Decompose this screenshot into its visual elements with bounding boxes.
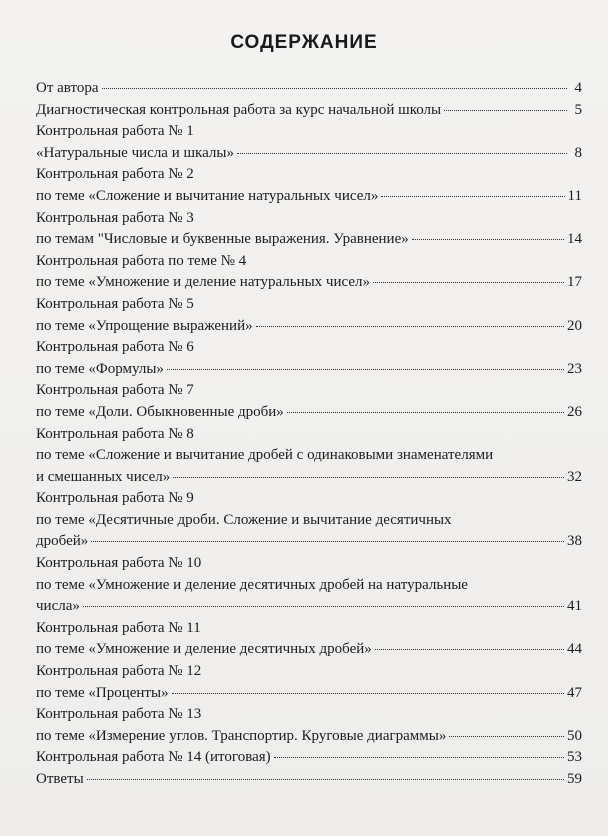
toc-entry-text: по теме «Измерение углов. Транспортир. Круговые диаграммы» [36, 727, 447, 744]
toc-entry [36, 704, 582, 726]
toc-entry-text: От автора [36, 80, 99, 96]
toc-dot-leader [274, 757, 564, 758]
toc-entry-text: Ответы [36, 771, 84, 787]
toc-page-number: 8 [574, 144, 582, 161]
toc-entry-text: дробей» [36, 533, 89, 550]
toc-entry [36, 208, 582, 230]
toc-entry [36, 121, 582, 143]
toc-entry-text: по теме «Умножение и деление десятичных дробей на натуральные [36, 576, 468, 593]
toc-page-number: 17 [567, 274, 582, 291]
toc-entry [36, 510, 582, 532]
toc-dot-leader [237, 153, 567, 154]
toc-entry-text: по темам "Числовые и буквенные выражения. Уравнение» [36, 231, 409, 248]
toc-entry-text: Контрольная работа № 2 [36, 166, 194, 183]
toc-entry [36, 251, 582, 273]
toc-entry-text: «Натуральные числа и шкалы» [36, 144, 234, 161]
toc-entry-text: Контрольная работа № 7 [36, 382, 194, 399]
toc-dot-leader [173, 477, 564, 478]
toc-entry-text: по теме «Сложение и вычитание натуральных чисел» [36, 187, 379, 204]
toc-dot-leader [256, 326, 564, 327]
toc-entry-text: Контрольная работа № 6 [36, 339, 194, 356]
toc-page-number: 41 [567, 598, 582, 615]
toc-entry [36, 575, 582, 597]
toc-entry-text: Контрольная работа № 3 [36, 209, 194, 226]
toc-entry [36, 747, 582, 769]
toc-page-number: 50 [567, 727, 582, 744]
toc-dot-leader [172, 693, 564, 694]
toc-entry [36, 726, 582, 748]
toc-page-number: 20 [567, 317, 582, 334]
toc-dot-leader [287, 412, 564, 413]
table-of-contents [36, 78, 582, 791]
toc-dot-leader [412, 239, 564, 240]
toc-entry [36, 424, 582, 446]
toc-entry [36, 337, 582, 359]
toc-entry-text: числа» [36, 598, 80, 615]
toc-entry [36, 596, 582, 618]
toc-entry [36, 78, 582, 100]
toc-entry-text: Контрольная работа № 14 (итоговая) [36, 749, 271, 766]
toc-dot-leader [373, 282, 564, 283]
toc-entry [36, 164, 582, 186]
toc-entry-text: Контрольная работа № 11 [36, 619, 201, 636]
toc-entry [36, 683, 582, 705]
toc-entry [36, 488, 582, 510]
toc-dot-leader [444, 110, 567, 111]
toc-entry-text: Контрольная работа № 12 [36, 663, 202, 680]
toc-entry [36, 272, 582, 294]
toc-entry [36, 186, 582, 208]
toc-page-number: 26 [567, 403, 582, 420]
toc-entry-text: Диагностическая контрольная работа за курс начальной школы [36, 101, 442, 118]
toc-entry-text: Контрольная работа № 9 [36, 490, 194, 507]
toc-entry-text: Контрольная работа № 10 [36, 555, 202, 572]
toc-page-number: 38 [567, 533, 582, 550]
toc-dot-leader [83, 606, 564, 607]
toc-entry-text: по теме «Сложение и вычитание дробей с одинаковыми знаменателями [36, 447, 494, 464]
toc-dot-leader [102, 88, 567, 89]
toc-dot-leader [381, 196, 564, 197]
toc-page-number: 47 [567, 684, 582, 701]
page-title: СОДЕРЖАНИЕ [230, 32, 378, 53]
toc-entry-text: Контрольная работа по теме № 4 [36, 252, 247, 269]
toc-entry [36, 229, 582, 251]
toc-page-number: 59 [567, 771, 582, 787]
toc-dot-leader [167, 369, 564, 370]
toc-entry [36, 316, 582, 338]
toc-dot-leader [87, 779, 564, 780]
toc-entry-text: по теме «Умножение и деление десятичных дробей» [36, 641, 372, 658]
toc-entry [36, 380, 582, 402]
toc-entry [36, 769, 582, 791]
toc-entry-text: по теме «Упрощение выражений» [36, 317, 253, 334]
toc-entry [36, 531, 582, 553]
toc-entry-text: по теме «Проценты» [36, 684, 169, 701]
toc-dot-leader [449, 736, 564, 737]
toc-entry [36, 402, 582, 424]
toc-page-number: 23 [567, 360, 582, 377]
toc-entry-text: Контрольная работа № 13 [36, 706, 202, 723]
toc-entry [36, 618, 582, 640]
toc-entry-text: Контрольная работа № 8 [36, 425, 194, 442]
toc-page-number: 5 [574, 101, 582, 118]
toc-entry-text: Контрольная работа № 5 [36, 295, 194, 312]
toc-entry-text: по теме «Десятичные дроби. Сложение и вычитание десятичных [36, 511, 452, 528]
toc-page-number: 14 [567, 231, 582, 248]
toc-page-number: 11 [567, 187, 582, 204]
toc-entry-text: Контрольная работа № 1 [36, 123, 194, 140]
toc-dot-leader [91, 541, 564, 542]
toc-entry [36, 359, 582, 381]
toc-entry [36, 143, 582, 165]
toc-entry [36, 661, 582, 683]
toc-page-number: 4 [574, 80, 582, 96]
toc-dot-leader [375, 649, 564, 650]
toc-page-number: 53 [567, 749, 582, 766]
toc-page-number: 32 [567, 468, 582, 485]
toc-entry [36, 100, 582, 122]
toc-entry [36, 553, 582, 575]
toc-entry-text: по теме «Формулы» [36, 360, 164, 377]
toc-entry-text: по теме «Доли. Обыкновенные дроби» [36, 403, 284, 420]
toc-entry-text: по теме «Умножение и деление натуральных чисел» [36, 274, 370, 291]
toc-entry [36, 639, 582, 661]
toc-page-number: 44 [567, 641, 582, 658]
toc-entry [36, 467, 582, 489]
toc-entry [36, 294, 582, 316]
toc-entry [36, 445, 582, 467]
toc-entry-text: и смешанных чисел» [36, 468, 171, 485]
